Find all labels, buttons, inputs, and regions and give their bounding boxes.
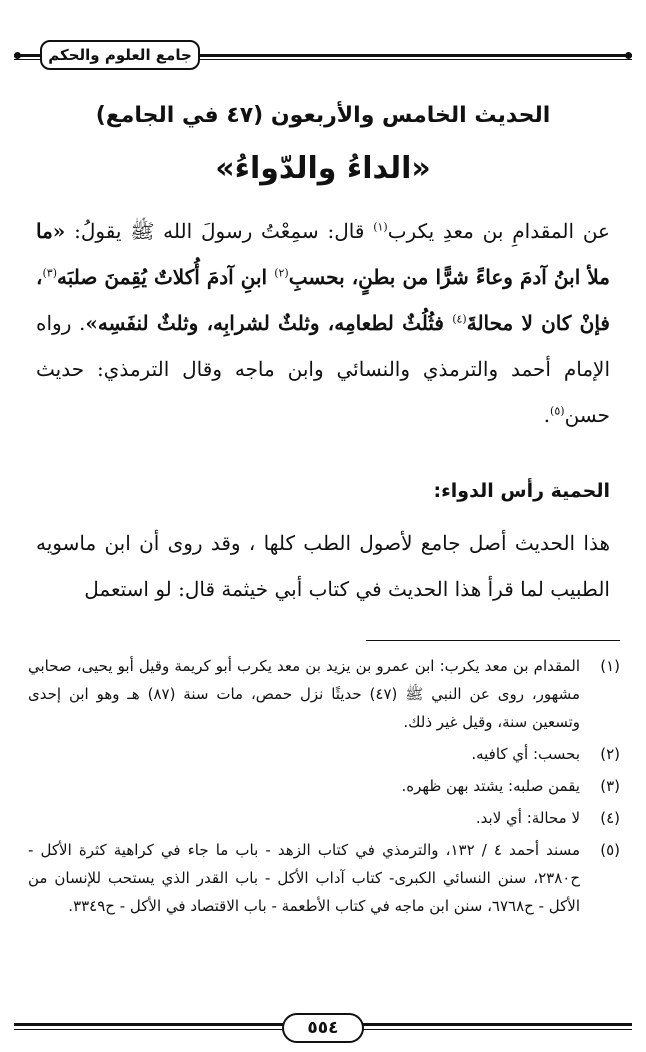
- hadith-end: .: [543, 403, 551, 427]
- running-header: [14, 38, 632, 72]
- header-dot-left: [14, 52, 21, 59]
- footnote-number: (٤): [600, 809, 620, 827]
- footnote-text: المقدام بن معد يكرب: ابن عمرو بن يزيد بن معد يكرب أبو كريمة وقيل أبو يحيى، صحابي مشهور، روى عن النبي ﷺ (٤٧) حديثًا نزل حمص، مات سنة (٨٧) هـ وهو ابن إحدى وتسعين سنة، وقيل غير ذلك.: [28, 657, 581, 731]
- commentary-text: هذا الحديث أصل جامع لأصول الطب كلها ، وقد روى أن ابن ماسويه الطبيب لما قرأ هذا الحديث في كتاب أبي خيثمة قال: لو استعمل: [36, 531, 610, 601]
- footnote-text: مسند أحمد ٤ / ١٣٢، والترمذي في كتاب الزهد - باب ما جاء في كراهية كثرة الأكل - ح٢٣٨٠، سنن النسائي الكبرى- كتاب آداب الأكل - باب القدر الذي يستحب للإنسان من الأكل - ح٦٧٦٨، سنن ابن ماجه في كتاب الأطعمة - باب الاقتصاد في الأكل - ح٣٣٤٩.: [28, 841, 581, 915]
- footnote-ref-3: (٣): [42, 266, 57, 280]
- page-footer: [14, 1010, 632, 1044]
- footnote: [28, 804, 620, 832]
- footnote: [28, 836, 620, 920]
- book-title: جامع العلوم والحكم: [40, 40, 200, 70]
- footnote-separator: [366, 640, 620, 641]
- footnote-ref-1: (١): [373, 220, 388, 234]
- page-number: ٥٥٤: [282, 1013, 364, 1043]
- hadith-quote-1: «ما ملأ ابنُ آدمَ وعاءً شرًّا من بطنٍ، بحسبِ: [36, 219, 610, 289]
- hadith-subtitle: «الداءُ والدّواءُ»: [215, 151, 431, 186]
- footnote: [28, 772, 620, 800]
- footnote-ref-4: (٤): [452, 312, 467, 326]
- footnote-number: (٣): [600, 777, 620, 795]
- hadith-text: [36, 208, 610, 438]
- footnote-number: (١): [600, 657, 620, 675]
- section-heading: الحمية رأس الدواء:: [433, 480, 610, 502]
- footnote-text: يقمن صلبه: يشتد بهن ظهره.: [401, 777, 580, 795]
- footnote-ref-2: (٢): [274, 266, 289, 280]
- header-dot-right: [625, 52, 632, 59]
- footnotes: [28, 652, 620, 924]
- footnote-number: (٥): [600, 841, 620, 859]
- footnote-text: لا محالة: أي لابد.: [475, 809, 580, 827]
- footnote-number: (٢): [600, 745, 620, 763]
- footnote: [28, 740, 620, 768]
- narrator: عن المقدامِ بن معدِ يكرب: [387, 219, 610, 243]
- footnote-ref-5: (٥): [550, 404, 565, 418]
- hadith-quote-4: فثُلُثٌ لطعامِه، وثلثٌ لشرابِه، وثلثٌ لنفَسِه»: [85, 311, 453, 335]
- hadith-quote-2: ابنِ آدمَ أُكلاتٌ يُقِمنَ صلبَه: [56, 265, 275, 289]
- footnote: [28, 652, 620, 736]
- hadith-number-title: الحديث الخامس والأربعون (٤٧ في الجامع): [95, 103, 551, 128]
- hadith-source: . رواه الإمام أحمد والترمذي والنسائي وابن ماجه وقال الترمذي: حديث حسن: [36, 311, 610, 427]
- hadith-intro: قال: سمِعْتُ رسولَ الله ﷺ يقولُ:: [65, 219, 374, 243]
- hadith-quote-3: ، فإنْ كان لا محالةَ: [36, 265, 610, 335]
- footnote-text: بحسب: أي كافيه.: [471, 745, 580, 763]
